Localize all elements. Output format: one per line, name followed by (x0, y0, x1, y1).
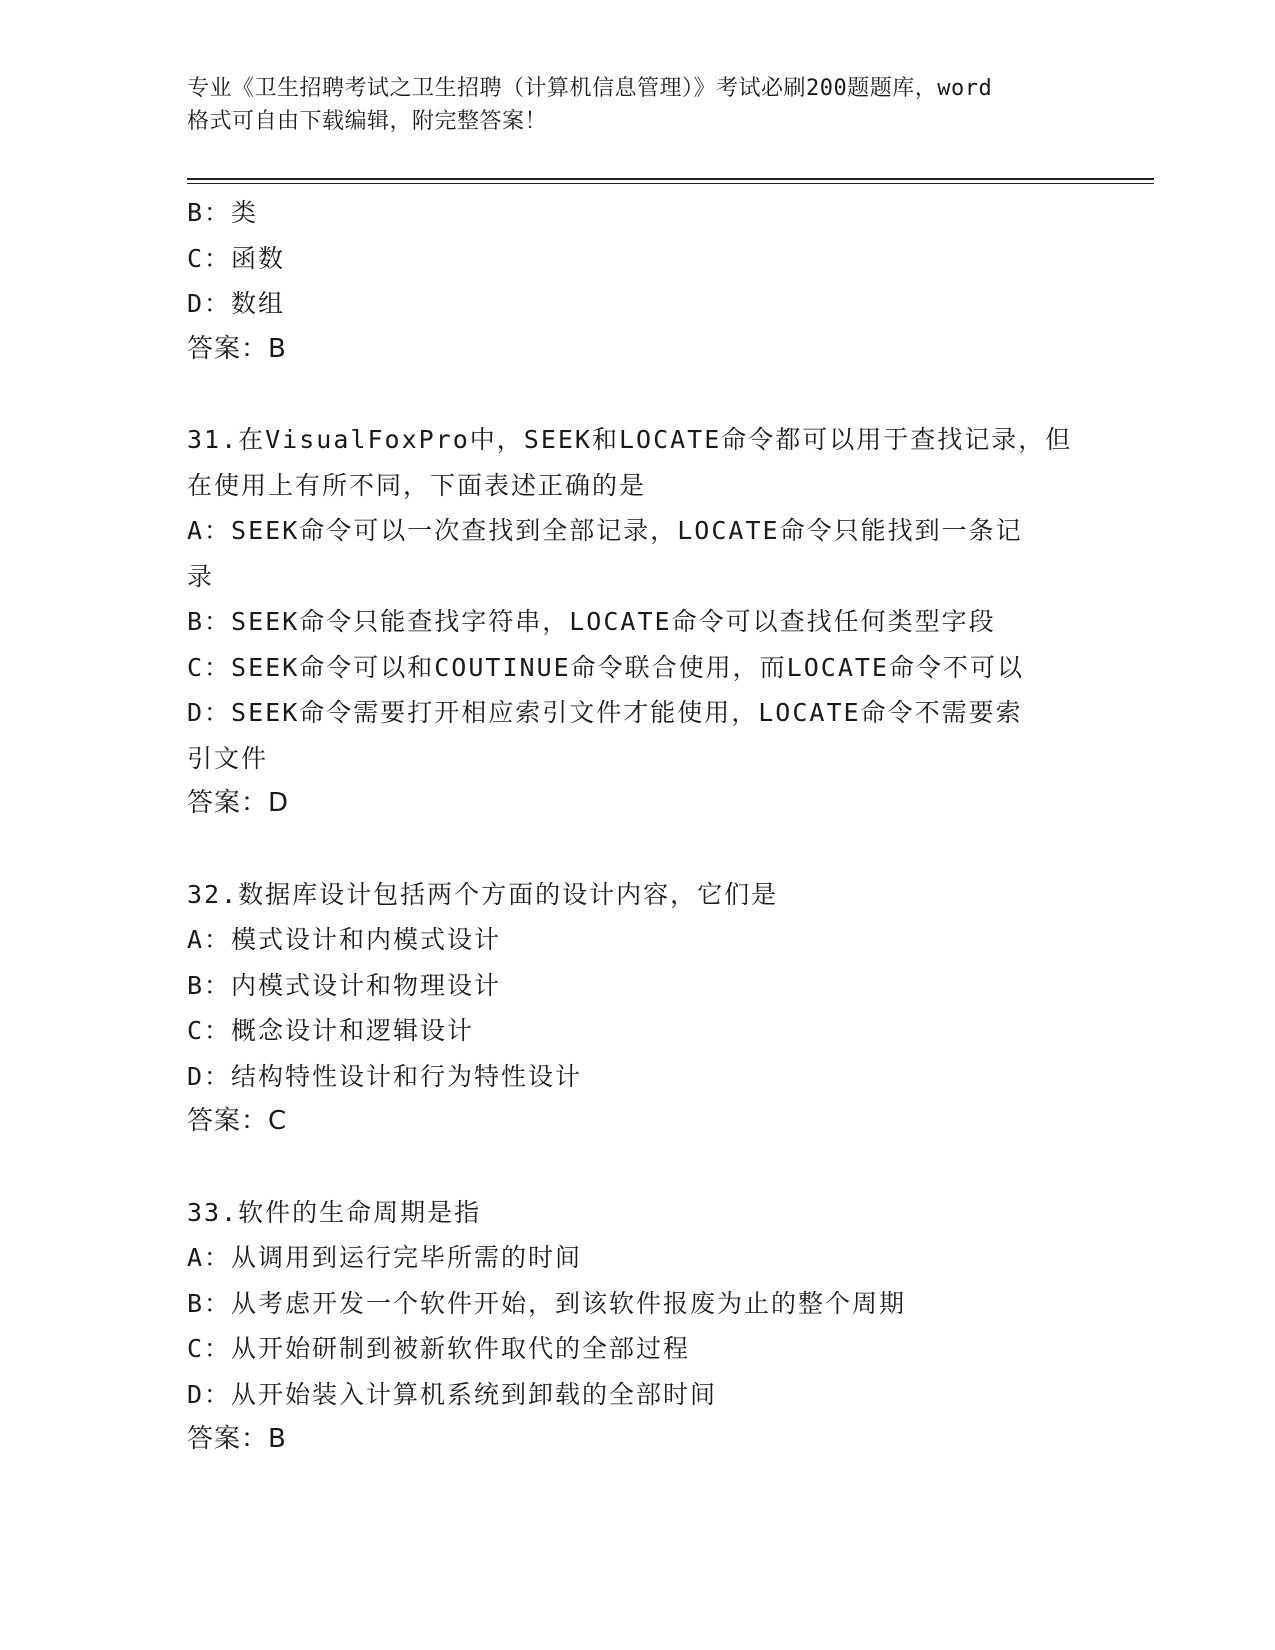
option-b: B：从考虑开发一个软件开始，到该软件报废为止的整个周期 (187, 1288, 907, 1318)
answer-line: 答案：C (187, 1106, 288, 1136)
option-a: A：从调用到运行完毕所需的时间 (187, 1243, 583, 1272)
question-stem-line: 31.在VisualFoxPro中，SEEK和LOCATE命令都可以用于查找记录，但 (187, 425, 1073, 454)
option-d: D：SEEK命令需要打开相应索引文件才能使用，LOCATE命令不需要索 (187, 698, 1023, 727)
prev-question-block (187, 190, 1087, 372)
option-a-continued: 录 (187, 561, 215, 591)
option-d: D：从开始装入计算机系统到卸载的全部时间 (187, 1379, 718, 1409)
question-stem-line: 32.数据库设计包括两个方面的设计内容，它们是 (187, 879, 779, 909)
option-c: C：从开始研制到被新软件取代的全部过程 (187, 1334, 691, 1363)
option-b: B：类 (187, 198, 259, 227)
option-a: A：模式设计和内模式设计 (187, 925, 502, 954)
option-b: B：内模式设计和物理设计 (187, 970, 502, 1000)
answer-line: 答案：B (187, 1424, 287, 1454)
header-divider-thin (187, 183, 1154, 184)
option-c: C：函数 (187, 243, 286, 273)
header-title-line-2: 格式可自由下载编辑，附完整答案！ (187, 109, 548, 134)
option-b: B：SEEK命令只能查找字符串，LOCATE命令可以查找任何类型字段 (187, 607, 996, 636)
option-d: D：数组 (187, 289, 286, 318)
question-32 (187, 872, 1087, 1145)
option-d-continued: 引文件 (187, 743, 269, 773)
document-body (187, 190, 1087, 1463)
option-d: D：结构特性设计和行为特性设计 (187, 1061, 583, 1091)
answer-line: 答案：D (187, 788, 290, 818)
option-c: C：SEEK命令可以和COUTINUE命令联合使用，而LOCATE命令不可以 (187, 652, 1024, 682)
header-title-line-1: 专业《卫生招聘考试之卫生招聘（计算机信息管理）》考试必刷200题题库，word (187, 76, 993, 101)
question-stem-line: 33.软件的生命周期是指 (187, 1197, 482, 1227)
document-header (187, 72, 1087, 138)
header-divider-thick (187, 178, 1154, 180)
option-c: C：概念设计和逻辑设计 (187, 1016, 475, 1045)
answer-line: 答案：B (187, 333, 287, 364)
option-a: A：SEEK命令可以一次查找到全部记录，LOCATE命令只能找到一条记 (187, 516, 1023, 545)
question-stem-line: 在使用上有所不同，下面表述正确的是 (187, 470, 647, 500)
question-33 (187, 1190, 1087, 1463)
question-31 (187, 417, 1087, 827)
